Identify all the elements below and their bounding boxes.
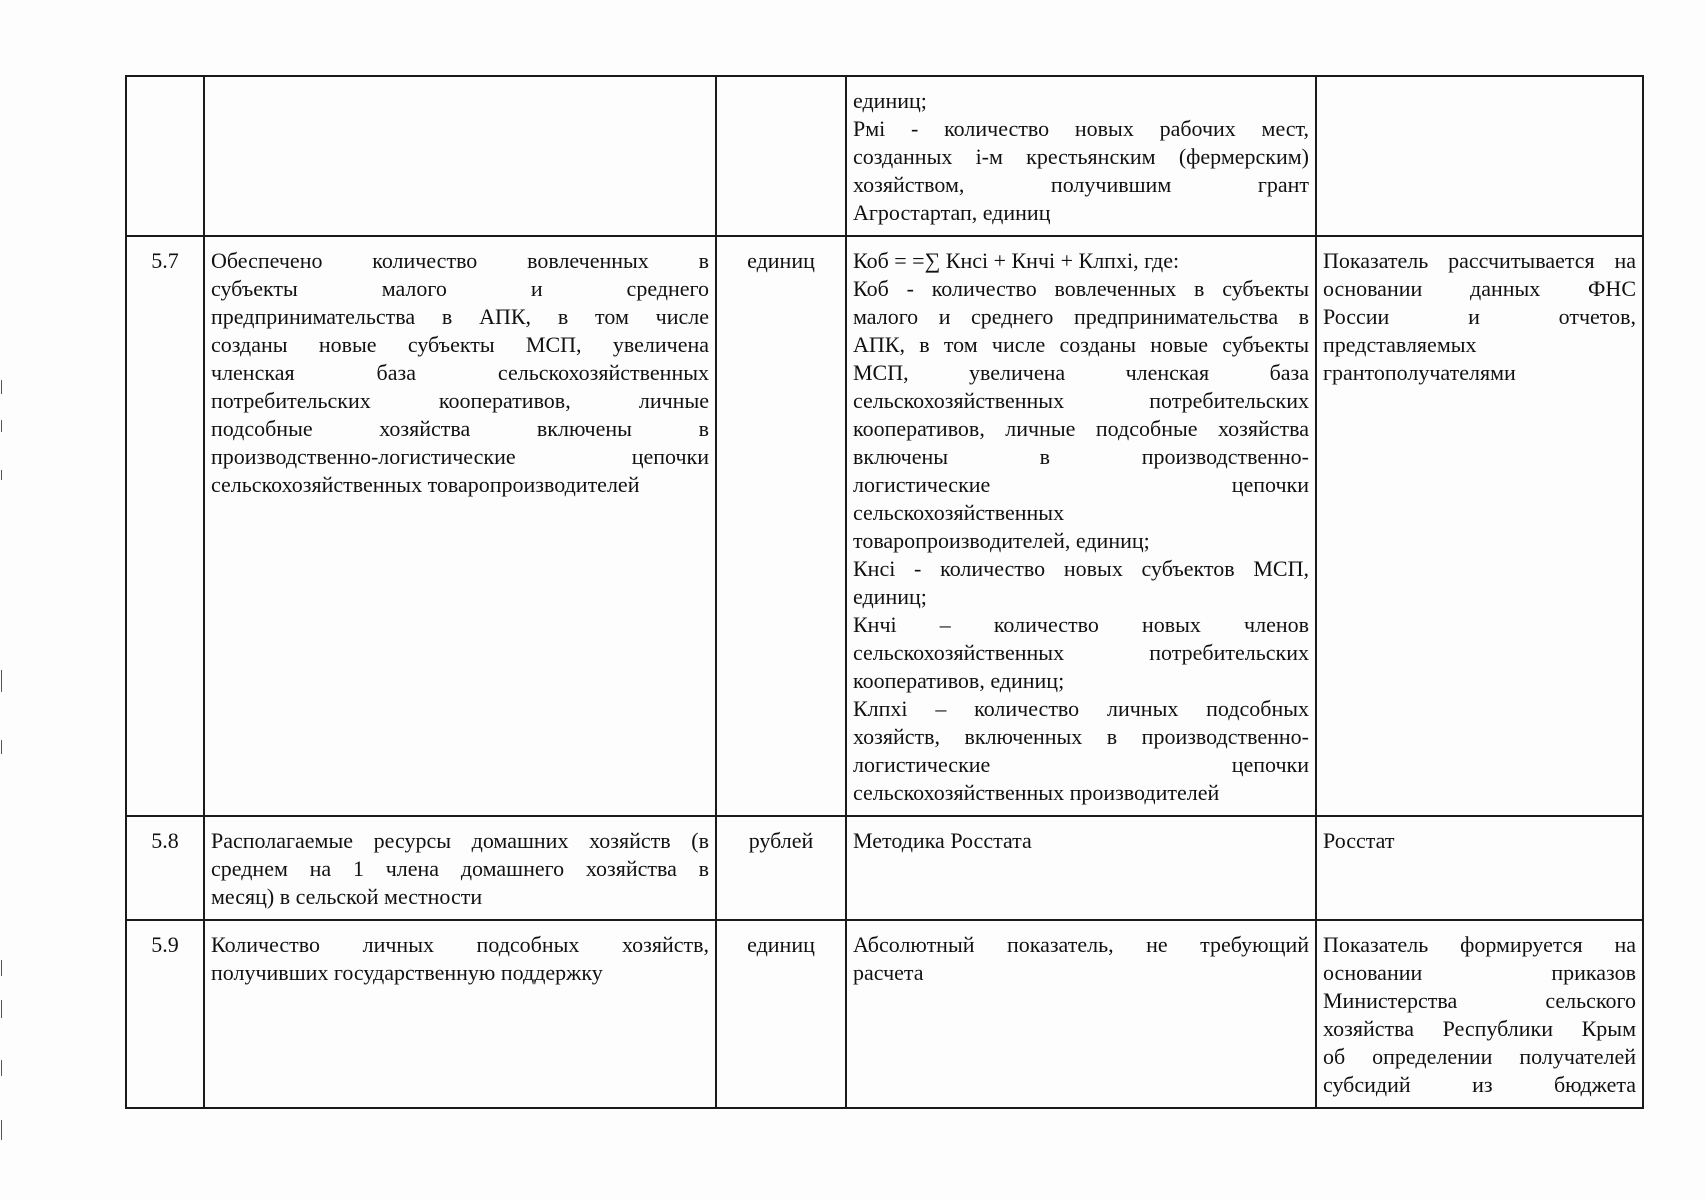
text-line: Кнчi – количество новых членов [853, 612, 1309, 637]
text-line: основании данных ФНС [1323, 276, 1636, 301]
text-line: Показатель формируется на [1323, 932, 1636, 957]
unit-cell [716, 816, 846, 920]
row-number-cell [126, 920, 204, 1108]
text-line: логистические цепочки [853, 472, 1309, 497]
table-row [126, 76, 1643, 236]
text-line: субсидий из бюджета [1323, 1072, 1636, 1097]
table-row [126, 816, 1643, 920]
text-line: МСП, увеличена членская база [853, 360, 1309, 385]
text-line: Кнсi - количество новых субъектов МСП, [853, 556, 1309, 581]
row-number-cell [126, 816, 204, 920]
text-line: грантополучателями [1323, 360, 1516, 385]
text-line: Методика Росстата [853, 828, 1032, 853]
text-line: об определении получателей [1323, 1044, 1636, 1069]
row-number: 5.7 [151, 248, 179, 273]
data-source-cell [1316, 236, 1643, 816]
text-line: подсобные хозяйства включены в [211, 416, 709, 441]
text-line: членская база сельскохозяйственных [211, 360, 709, 385]
text-line: хозяйства Республики Крым [1323, 1016, 1636, 1041]
unit-cell [716, 76, 846, 236]
text-line: Рмi - количество новых рабочих мест, [853, 116, 1309, 141]
formula-cell [846, 920, 1316, 1108]
text-line: расчета [853, 960, 924, 985]
scan-margin-marks [0, 360, 4, 1180]
text-line: Абсолютный показатель, не требующий [853, 932, 1309, 957]
text-line: созданных i-м крестьянским (фермерским) [853, 144, 1309, 169]
text-line: сельскохозяйственных [853, 500, 1065, 525]
text-line: сельскохозяйственных производителей [853, 780, 1220, 805]
unit-cell [716, 236, 846, 816]
text-line: сельскохозяйственных товаропроизводителей [211, 472, 640, 497]
text-line: субъекты малого и среднего [211, 276, 709, 301]
text-line: товаропроизводителей, единиц; [853, 528, 1150, 553]
text-line: Располагаемые ресурсы домашних хозяйств (в [211, 828, 709, 853]
text-line: сельскохозяйственных потребительских [853, 640, 1309, 665]
text-line: Министерства сельского [1323, 988, 1636, 1013]
row-number: 5.9 [151, 932, 179, 957]
text-line: Агростартап, единиц [853, 200, 1051, 225]
text-line: Росстат [1323, 828, 1395, 853]
indicator-name-cell [204, 236, 716, 816]
unit-cell [716, 920, 846, 1108]
text-line: представляемых [1323, 332, 1477, 357]
indicator-table [125, 75, 1644, 1109]
formula-cell [846, 816, 1316, 920]
table-row [126, 236, 1643, 816]
indicator-name-cell [204, 920, 716, 1108]
text-line: получивших государственную поддержку [211, 960, 603, 985]
text-line: Коб = =∑ Кнсi + Кнчi + Клпхi, где: [853, 248, 1180, 273]
text-line: созданы новые субъекты МСП, увеличена [211, 332, 709, 357]
text-line: логистические цепочки [853, 752, 1309, 777]
unit-label: единиц [747, 932, 815, 957]
text-line: хозяйством, получившим грант [853, 172, 1309, 197]
row-number-cell [126, 76, 204, 236]
text-line: Количество личных подсобных хозяйств, [211, 932, 709, 957]
data-source-cell [1316, 816, 1643, 920]
text-line: единиц; [853, 584, 927, 609]
text-line: единиц; [853, 88, 927, 113]
text-line: АПК, в том числе созданы новые субъекты [853, 332, 1309, 357]
text-line: потребительских кооперативов, личные [211, 388, 709, 413]
formula-cell [846, 236, 1316, 816]
data-source-cell [1316, 920, 1643, 1108]
text-line: включены в производственно- [853, 444, 1309, 469]
text-line: предпринимательства в АПК, в том числе [211, 304, 709, 329]
indicator-name-cell [204, 816, 716, 920]
text-line: Коб - количество вовлеченных в субъекты [853, 276, 1309, 301]
text-line: кооперативов, единиц; [853, 668, 1065, 693]
text-line: основании приказов [1323, 960, 1636, 985]
text-line: хозяйств, включенных в производственно- [853, 724, 1309, 749]
text-line: Показатель рассчитывается на [1323, 248, 1636, 273]
text-line: среднем на 1 члена домашнего хозяйства в [211, 856, 709, 881]
row-number: 5.8 [151, 828, 179, 853]
text-line: Обеспечено количество вовлеченных в [211, 248, 709, 273]
text-line: Клпхi – количество личных подсобных [853, 696, 1309, 721]
formula-cell [846, 76, 1316, 236]
table-row [126, 920, 1643, 1108]
indicator-name-cell [204, 76, 716, 236]
unit-label: единиц [747, 248, 815, 273]
data-source-cell [1316, 76, 1643, 236]
text-line: кооперативов, личные подсобные хозяйства [853, 416, 1309, 441]
row-number-cell [126, 236, 204, 816]
text-line: сельскохозяйственных потребительских [853, 388, 1309, 413]
text-line: малого и среднего предпринимательства в [853, 304, 1309, 329]
unit-label: рублей [748, 828, 814, 853]
text-line: производственно-логистические цепочки [211, 444, 709, 469]
text-line: месяц) в сельской местности [211, 884, 483, 909]
text-line: России и отчетов, [1323, 304, 1636, 329]
